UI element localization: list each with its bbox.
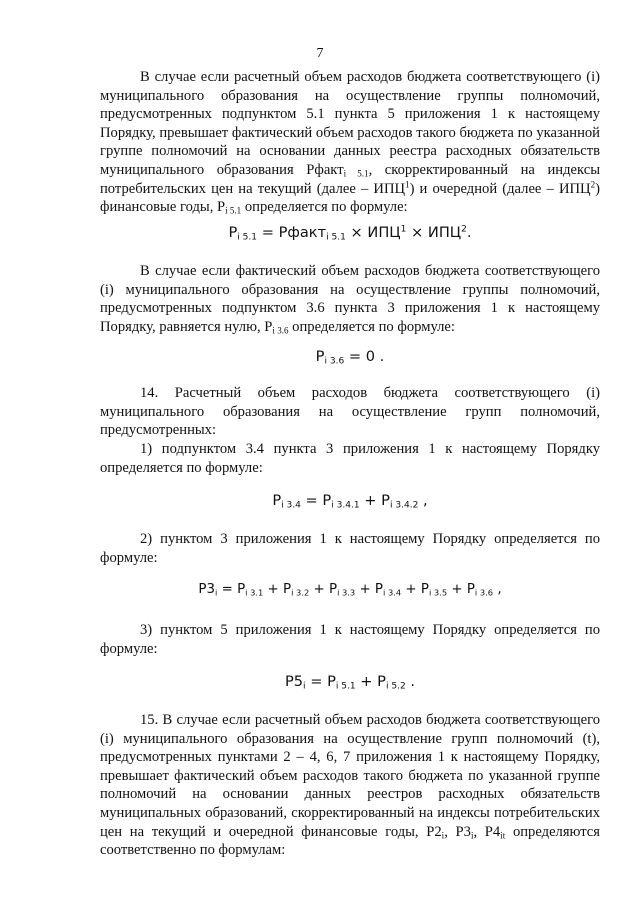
formula-term: = Pфакт [257,224,327,241]
text: , скорректированный на индексы потребительских цен на текущий (далее – ИПЦ [100,161,600,197]
formula-term: , [493,582,502,597]
text: , Р3 [444,823,471,840]
paragraph-calc-exceeds-fact-5-1 [100,68,600,217]
formula-term: × ИПЦ [345,224,401,241]
subscript: i 3.4.2 [389,500,419,511]
paragraph-14-3: 3) пунктом 5 приложения 1 к настоящему Порядку определяется по формуле: [100,622,600,657]
formula-term: . [405,673,416,690]
formula-term: . [466,224,472,241]
formula-p-i-5-1 [100,224,600,241]
subscript: i 3.2 [291,587,310,598]
formula-term: P5 [284,673,304,690]
superscript: 2 [461,224,467,235]
subscript: i 3.6 [272,325,289,336]
subscript: i 5.1 [335,681,356,692]
formula-term: = P [300,492,332,509]
text: определяется по формуле: [241,199,408,216]
formula-term: + P [447,582,475,597]
subscript: i 3.6 [474,587,494,598]
formula-p5-i [100,673,600,690]
text: ) и очередной (далее – ИПЦ [409,180,591,197]
subscript: i 5.2 [385,681,406,692]
subscript: i 3.5 [428,587,448,598]
subscript: i 3.6 [324,356,345,367]
paragraph-14-2: 2) пунктом 3 приложения 1 к настоящему Порядку определяется по формуле: [100,531,600,566]
formula-term: + P [401,582,429,597]
subscript: i 5.1 [237,232,258,243]
formula-term: , [418,492,428,509]
text: , Р4 [473,823,501,840]
superscript: 1 [400,224,407,235]
formula-term: = P [217,582,246,597]
subscript: i 3.3 [337,587,356,598]
text: определяется по формуле: [288,318,455,335]
formula-term: + P [359,492,390,509]
superscript: 1 [405,179,410,190]
subscript: i 5.1 [326,232,346,243]
subscript: i 3.4 [383,587,402,598]
formula-term: + P [355,673,386,690]
formula-term: = 0 . [344,348,385,365]
text: В случае если расчетный объем расходов бюджета соответствующего (i) муниципального образования на осуществление группы полномочий, предусмотренных подпунктом 5.1 пункта 5 приложения 1 к настоящему Порядку, превышает фактический объем расходов такого бюджета по указанной группе полномочий на основании данных реестра расходных обязательств муниципального образования Рфакт [100,69,600,178]
text: определяются соответственно по формулам: [100,823,600,859]
superscript: 2 [590,179,596,190]
formula-term: P [315,348,325,365]
paragraph-14: 14. Расчетный объем расходов бюджета соответствующего (i) муниципального образования на осуществление групп полномочий, предусмотренных: [100,385,600,439]
formula-p-i-3-6 [100,348,600,365]
subscript: i 3.1 [245,587,264,598]
paragraph-fact-zero-3-6 [100,262,600,336]
formula-term: + P [263,582,292,597]
formula-p-i-3-4 [100,492,600,509]
subscript: i [215,587,218,598]
subscript: i 5.1 [225,205,242,216]
subscript: it [500,830,506,841]
subscript: i 3.4.1 [331,500,360,511]
formula-term: + P [355,582,384,597]
subscript: i 5.1 [343,168,369,179]
formula-term: × ИПЦ [406,224,462,241]
subscript: i 3.4 [281,500,301,511]
subscript: i [303,681,306,692]
formula-term: + P [309,582,338,597]
formula-p3-i [100,582,600,597]
text: ) финансовые годы, Р [100,180,600,216]
formula-term: P [272,492,282,509]
text: В случае если фактический объем расходов бюджета соответствующего (i) муниципального образования на осуществление группы полномочий, предусмотренных подпунктом 3.6 пункта 3 приложения 1 к настоящему Порядку, равняется нулю, Р [100,263,600,335]
text: 15. В случае если расчетный объем расходов бюджета соответствующего (i) муниципального образования на осуществление групп полномочий (t), предусмотренных пунктами 2 – 4, 6, 7 приложения 1 к настоящему Порядку, превышает фактический объем расходов такого бюджета по указанной группе полномочий на основании данных реестров расходных обязательств муниципальных образований, скорректированный на индексы потребительских цен на текущий и очередной финансовые годы, Р2 [100,712,600,840]
paragraph-15 [100,711,600,860]
formula-term: P3 [198,582,216,597]
subscript: i [470,830,474,841]
page-number: 7 [316,46,324,61]
subscript: i [441,830,445,841]
formula-term: P [228,224,238,241]
paragraph-14-1: 1) подпунктом 3.4 пункта 3 приложения 1 к настоящему Порядку определяется по формуле: [100,441,600,476]
formula-term: = P [305,673,336,690]
